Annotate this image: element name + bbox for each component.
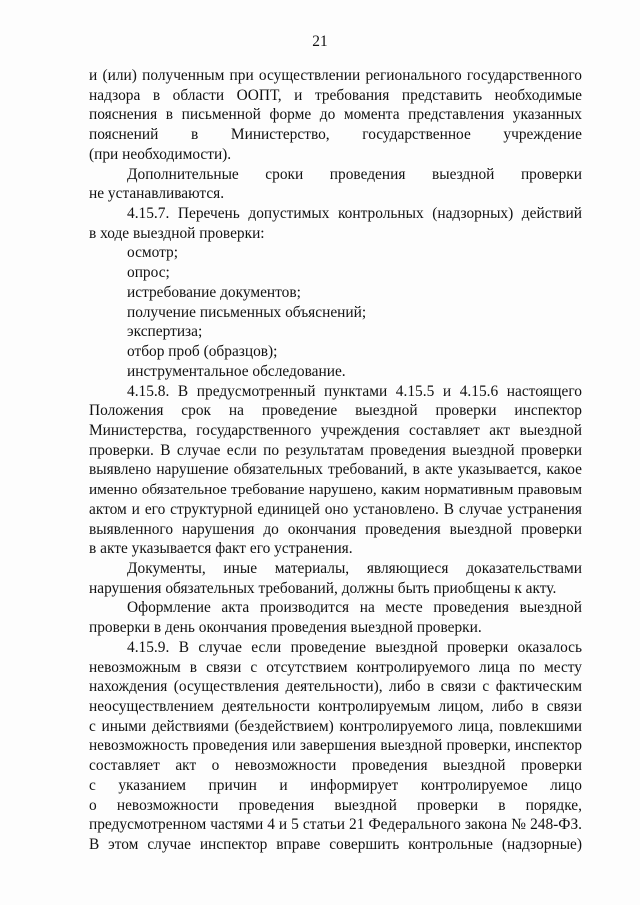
text-line: невозможность проведения или завершения выездной проверки, инспектор xyxy=(89,737,582,755)
text-line: осмотр; xyxy=(127,244,179,262)
text-line: неосуществлением деятельности контролируемым лицом, либо в связи xyxy=(89,698,582,715)
text-line: Документы, иные материалы, являющиеся доказательствами xyxy=(127,559,582,577)
text-line: в акте указывается факт его устранения. xyxy=(89,540,353,558)
text-line: о невозможности проведения выездной проверки в порядке, xyxy=(89,796,582,814)
text-line: надзора в области ООПТ, и требования представить необходимые xyxy=(89,86,582,104)
text-line: Положения срок на проведение выездной проверки инспектор xyxy=(89,402,582,420)
text-line: проверки. В случае если по результатам проведения выездной проверки xyxy=(89,441,582,459)
text-line: нахождения (осуществления деятельности), либо в связи с фактическим xyxy=(89,678,582,696)
text-line: В этом случае инспектор вправе совершить контрольные (надзорные) xyxy=(89,836,582,854)
text-line: опрос; xyxy=(127,264,170,282)
text-line: не устанавливаются. xyxy=(89,185,225,203)
text-line: именно обязательное требование нарушено, каким нормативным правовым xyxy=(89,481,582,499)
text-line: Министерства, государственного учреждения составляет акт выездной xyxy=(89,421,582,439)
text-line: инструментальное обследование. xyxy=(127,362,346,380)
text-line: 4.15.9. В случае если проведение выездной проверки оказалось xyxy=(127,638,582,656)
text-line: (при необходимости). xyxy=(89,145,232,163)
text-line: пояснений в Министерство, государственное учреждение xyxy=(89,126,582,144)
text-line: с иными действиями (бездействием) контролируемого лица, повлекшими xyxy=(89,717,582,735)
text-line: составляет акт о невозможности проведения выездной проверки xyxy=(89,757,582,775)
text-line: отбор проб (образцов); xyxy=(127,343,278,361)
text-line: выявлено нарушение обязательных требований, в акте указывается, какое xyxy=(89,461,582,479)
text-line: выявленного нарушения до окончания проведения выездной проверки xyxy=(89,520,582,538)
document-body xyxy=(89,66,582,855)
text-line: с указанием причин и информирует контролируемое лицо xyxy=(89,776,582,794)
text-line: 4.15.8. В предусмотренный пунктами 4.15.5 и 4.15.6 настоящего xyxy=(127,382,582,400)
text-line: истребование документов; xyxy=(127,283,301,301)
text-line: Дополнительные сроки проведения выездной проверки xyxy=(127,165,582,183)
text-line: экспертиза; xyxy=(127,323,203,341)
text-line: 4.15.7. Перечень допустимых контрольных (надзорных) действий xyxy=(127,205,582,223)
text-line: Оформление акта производится на месте проведения выездной xyxy=(127,599,582,617)
text-line: получение письменных объяснений; xyxy=(127,303,367,321)
text-line: и (или) полученным при осуществлении регионального государственного xyxy=(89,67,582,84)
text-line: актом и его структурной единицей оно установлено. В случае устранения xyxy=(89,500,582,518)
text-line: невозможным в связи с отсутствием контролируемого лица по месту xyxy=(89,658,582,676)
text-line: нарушения обязательных требований, должны быть приобщены к акту. xyxy=(89,579,557,597)
text-line: предусмотренном частями 4 и 5 статьи 21 Федерального закона № 248-ФЗ. xyxy=(89,816,582,834)
text-line: в ходе выездной проверки: xyxy=(89,224,265,242)
page-number: 21 xyxy=(312,33,328,50)
text-line: проверки в день окончания проведения выездной проверки. xyxy=(89,619,482,637)
text-line: пояснения в письменной форме до момента представления указанных xyxy=(89,106,582,124)
